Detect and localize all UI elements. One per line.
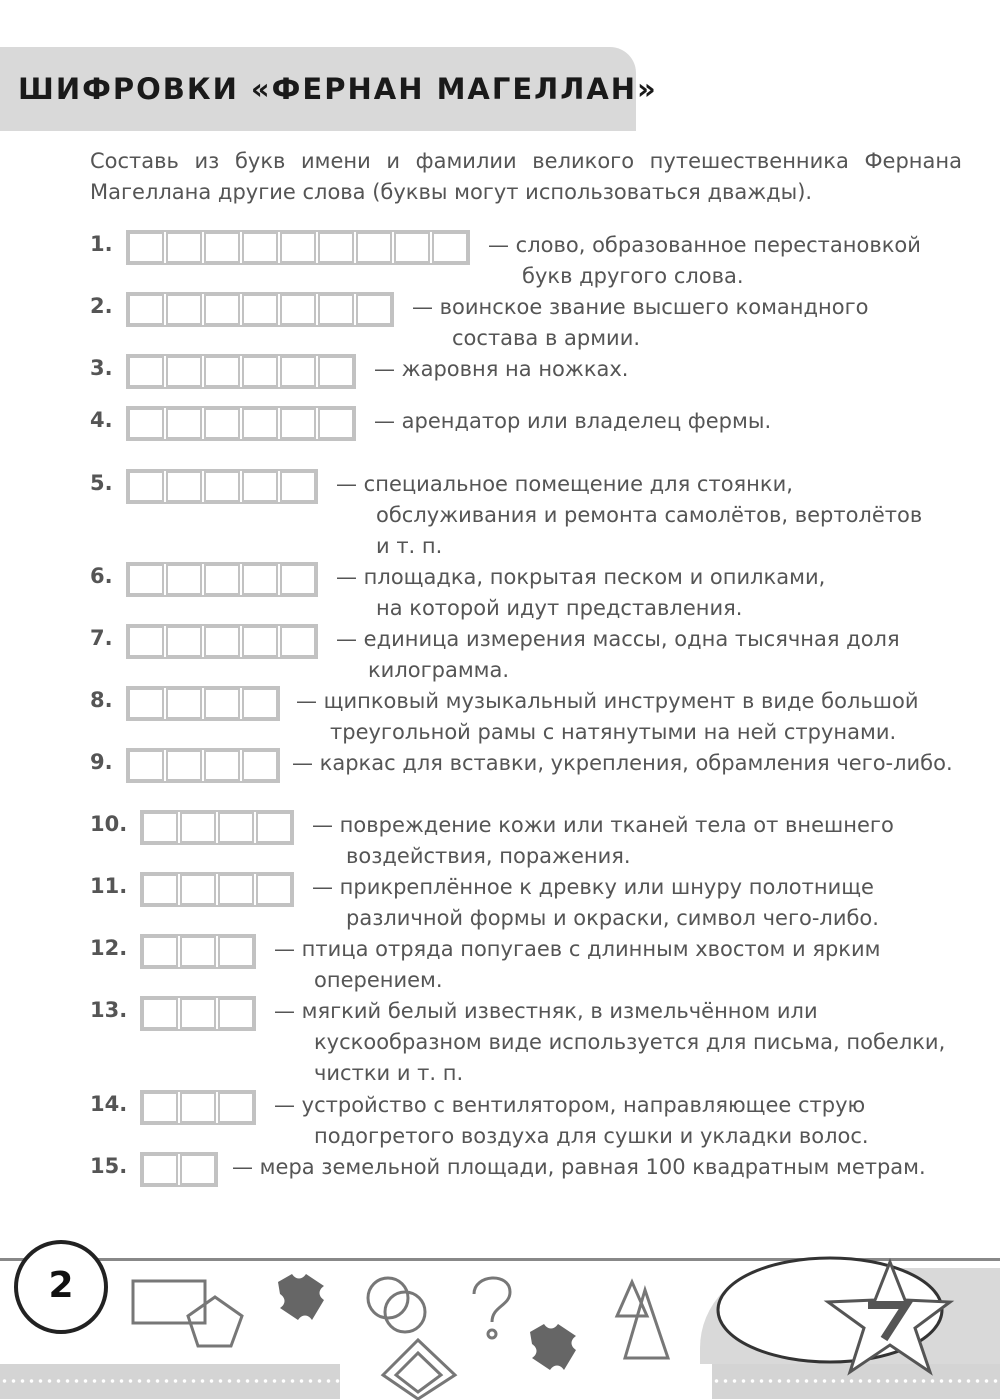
letter-cell[interactable] <box>128 750 164 781</box>
definition-continuation: и т. п. <box>376 534 443 558</box>
letter-cell[interactable] <box>128 232 164 263</box>
answer-boxes <box>140 1152 218 1187</box>
definition-text: — воинское звание высшего командного <box>412 295 869 319</box>
question-mark-icon <box>474 1278 510 1338</box>
maze-icon <box>383 1340 455 1399</box>
letter-cell[interactable] <box>204 626 240 657</box>
definition-text: — птица отряда попугаев с длинным хвостом и ярким <box>274 937 881 961</box>
letter-cell[interactable] <box>218 936 254 967</box>
item-number: 7. <box>90 626 113 650</box>
letter-cell[interactable] <box>128 626 164 657</box>
letter-cell[interactable] <box>256 812 292 843</box>
page-number: 2 <box>48 1265 74 1306</box>
letter-cell[interactable] <box>280 626 316 657</box>
item-number: 1. <box>90 232 113 256</box>
letter-cell[interactable] <box>280 232 316 263</box>
letter-cell[interactable] <box>166 750 202 781</box>
item-number: 10. <box>90 812 128 836</box>
definition-continuation: состава в армии. <box>452 326 641 350</box>
answer-boxes <box>126 686 280 721</box>
definition-continuation: обслуживания и ремонта самолётов, вертолётов <box>376 503 923 527</box>
circles-icon <box>368 1278 425 1332</box>
letter-cell[interactable] <box>204 294 240 325</box>
letter-cell[interactable] <box>180 874 216 905</box>
puzzle-piece-icon <box>278 1274 576 1370</box>
item-number: 8. <box>90 688 113 712</box>
letter-cell[interactable] <box>432 232 468 263</box>
answer-boxes <box>140 1090 256 1125</box>
answer-boxes <box>140 810 294 845</box>
definition-text: — арендатор или владелец фермы. <box>374 409 772 433</box>
letter-cell[interactable] <box>166 471 202 502</box>
item-number: 6. <box>90 564 113 588</box>
definition-continuation: букв другого слова. <box>522 264 744 288</box>
letter-cell[interactable] <box>166 688 202 719</box>
letter-cell[interactable] <box>166 408 202 439</box>
definition-text: — повреждение кожи или тканей тела от внешнего <box>312 813 894 837</box>
letter-cell[interactable] <box>318 408 354 439</box>
letter-cell[interactable] <box>280 408 316 439</box>
definition-continuation: оперением. <box>314 968 443 992</box>
letter-cell[interactable] <box>166 626 202 657</box>
letter-cell[interactable] <box>242 356 278 387</box>
letter-cell[interactable] <box>242 750 278 781</box>
letter-cell[interactable] <box>280 471 316 502</box>
item-number: 4. <box>90 408 113 432</box>
letter-cell[interactable] <box>180 1092 216 1123</box>
answer-boxes <box>126 469 318 504</box>
letter-cell[interactable] <box>204 471 240 502</box>
letter-cell[interactable] <box>318 356 354 387</box>
definition-text: — каркас для вставки, укрепления, обрамления чего-либо. <box>292 751 953 775</box>
letter-cell[interactable] <box>128 356 164 387</box>
definition-continuation: воздействия, поражения. <box>346 844 631 868</box>
item-number: 2. <box>90 294 113 318</box>
letter-cell[interactable] <box>280 564 316 595</box>
letter-cell[interactable] <box>128 294 164 325</box>
letter-cell[interactable] <box>142 812 178 843</box>
letter-cell[interactable] <box>142 874 178 905</box>
letter-cell[interactable] <box>218 812 254 843</box>
footer-decorations <box>0 1240 1000 1400</box>
triangles-icon <box>617 1282 668 1358</box>
definition-continuation: различной формы и окраски, символ чего-либо. <box>346 906 879 930</box>
letter-cell[interactable] <box>128 564 164 595</box>
definition-continuation: килограмма. <box>368 658 510 682</box>
page-title: ШИФРОВКИ «ФЕРНАН МАГЕЛЛАН» <box>18 72 658 106</box>
item-number: 9. <box>90 750 113 774</box>
letter-cell[interactable] <box>142 1092 178 1123</box>
definition-text: — площадка, покрытая песком и опилками, <box>336 565 826 589</box>
definition-text: — специальное помещение для стоянки, <box>336 472 793 496</box>
letter-cell[interactable] <box>166 294 202 325</box>
definition-continuation: подогретого воздуха для сушки и укладки волос. <box>314 1124 869 1148</box>
letter-cell[interactable] <box>204 232 240 263</box>
letter-cell[interactable] <box>280 294 316 325</box>
answer-boxes <box>126 292 394 327</box>
item-number: 14. <box>90 1092 128 1116</box>
letter-cell[interactable] <box>218 998 254 1029</box>
definition-continuation: на которой идут представления. <box>376 596 743 620</box>
letter-cell[interactable] <box>242 626 278 657</box>
letter-cell[interactable] <box>356 232 392 263</box>
definition-text: — единица измерения массы, одна тысячная доля <box>336 627 900 651</box>
letter-cell[interactable] <box>204 408 240 439</box>
item-number: 15. <box>90 1154 128 1178</box>
item-number: 3. <box>90 356 113 380</box>
definition-continuation: чистки и т. п. <box>314 1061 464 1085</box>
letter-cell[interactable] <box>242 564 278 595</box>
rectangle-icon <box>133 1281 205 1323</box>
answer-boxes <box>126 230 470 265</box>
item-number: 11. <box>90 874 128 898</box>
letter-cell[interactable] <box>180 1154 216 1185</box>
letter-cell[interactable] <box>256 874 292 905</box>
letter-cell[interactable] <box>218 874 254 905</box>
letter-cell[interactable] <box>356 294 392 325</box>
answer-boxes <box>126 624 318 659</box>
item-number: 5. <box>90 471 113 495</box>
answer-boxes <box>126 748 280 783</box>
letter-cell[interactable] <box>204 564 240 595</box>
letter-cell[interactable] <box>318 232 354 263</box>
answer-boxes <box>126 406 356 441</box>
letter-cell[interactable] <box>204 356 240 387</box>
definition-continuation: кускообразном виде используется для письма, побелки, <box>314 1030 946 1054</box>
definition-text: — мера земельной площади, равная 100 квадратным метрам. <box>232 1155 926 1179</box>
letter-cell[interactable] <box>280 356 316 387</box>
definition-text: — мягкий белый известняк, в измельчённом или <box>274 999 818 1023</box>
letter-cell[interactable] <box>128 688 164 719</box>
letter-cell[interactable] <box>242 471 278 502</box>
answer-boxes <box>140 872 294 907</box>
item-number: 13. <box>90 998 128 1022</box>
letter-cell[interactable] <box>142 1154 178 1185</box>
letter-cell[interactable] <box>142 936 178 967</box>
letter-cell[interactable] <box>128 408 164 439</box>
letter-cell[interactable] <box>204 688 240 719</box>
letter-cell[interactable] <box>142 998 178 1029</box>
definition-text: — щипковый музыкальный инструмент в виде большой <box>296 689 919 713</box>
answer-boxes <box>126 562 318 597</box>
definition-text: — устройство с вентилятором, направляющее струю <box>274 1093 866 1117</box>
letter-cell[interactable] <box>242 408 278 439</box>
item-number: 12. <box>90 936 128 960</box>
definition-text: — слово, образованное перестановкой <box>488 233 921 257</box>
intro-text: Составь из букв имени и фамилии великого путешественника Фернана Магеллана другие слова (буквы могут использоваться дважды). <box>90 149 962 204</box>
definition-text: — жаровня на ножках. <box>374 357 629 381</box>
letter-cell[interactable] <box>180 812 216 843</box>
definition-text: — прикреплённое к древку или шнуру полотнище <box>312 875 874 899</box>
letter-cell[interactable] <box>242 688 278 719</box>
letter-cell[interactable] <box>166 564 202 595</box>
answer-boxes <box>140 996 256 1031</box>
letter-cell[interactable] <box>204 750 240 781</box>
letter-cell[interactable] <box>166 232 202 263</box>
letter-cell[interactable] <box>180 936 216 967</box>
letter-cell[interactable] <box>218 1092 254 1123</box>
letter-cell[interactable] <box>394 232 430 263</box>
answer-boxes <box>140 934 256 969</box>
letter-cell[interactable] <box>128 471 164 502</box>
letter-cell[interactable] <box>242 232 278 263</box>
letter-cell[interactable] <box>180 998 216 1029</box>
star-icon <box>718 1258 950 1372</box>
letter-cell[interactable] <box>242 294 278 325</box>
letter-cell[interactable] <box>318 294 354 325</box>
answer-boxes <box>126 354 356 389</box>
definition-continuation: треугольной рамы с натянутыми на ней струнами. <box>330 720 897 744</box>
letter-cell[interactable] <box>166 356 202 387</box>
